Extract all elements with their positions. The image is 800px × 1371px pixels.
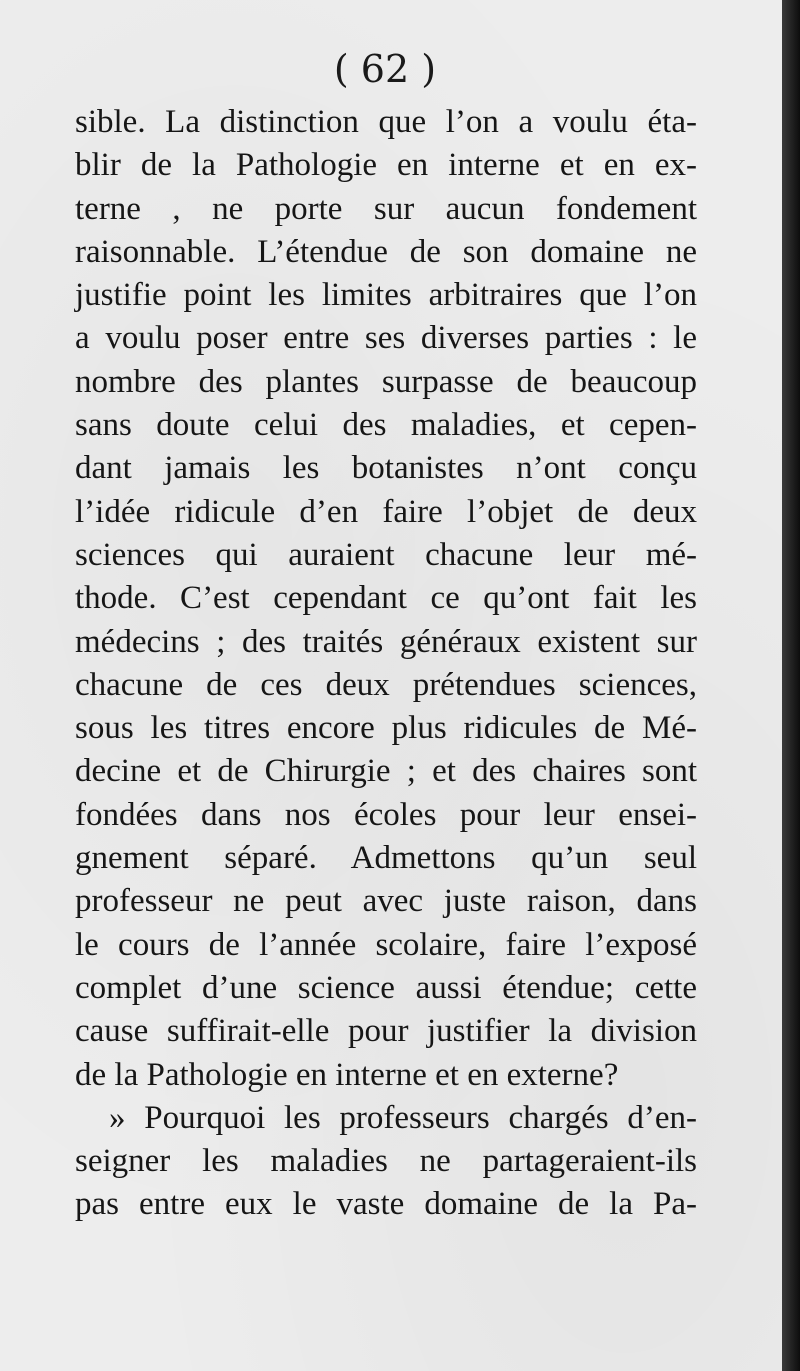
text-line: raisonnable. L’étendue de son domaine ne — [75, 233, 697, 270]
text-line: nombre des plantes surpasse de beaucoup — [75, 363, 697, 400]
text-line: l’idée ridicule d’en faire l’objet de deux — [75, 493, 697, 530]
text-line: dant jamais les botanistes n’ont conçu — [75, 450, 697, 487]
book-gutter-shadow — [782, 0, 800, 1371]
text-line: pas entre eux le vaste domaine de la Pa- — [75, 1186, 697, 1223]
text-line: sous les titres encore plus ridicules de Mé- — [75, 710, 697, 747]
body-text — [75, 101, 697, 1227]
text-line: fondées dans nos écoles pour leur ensei- — [75, 796, 697, 833]
text-line: sciences qui auraient chacune leur mé- — [75, 536, 697, 573]
text-line: a voulu poser entre ses diverses parties : le — [75, 320, 697, 357]
text-line: seigner les maladies ne partageraient-ils — [75, 1143, 697, 1180]
text-line: » Pourquoi les professeurs chargés d’en- — [109, 1099, 697, 1136]
text-line: thode. C’est cependant ce qu’ont fait les — [75, 580, 697, 617]
text-line: sans doute celui des maladies, et cepen- — [75, 407, 697, 444]
text-line: cause suffirait-elle pour justifier la division — [75, 1013, 697, 1050]
text-line: sible. La distinction que l’on a voulu éta- — [75, 104, 697, 140]
text-line: justifie point les limites arbitraires que l’on — [75, 277, 697, 314]
text-line: complet d’une science aussi étendue; cette — [75, 969, 697, 1006]
page-number: ( 62 ) — [333, 47, 437, 91]
text-line: professeur ne peut avec juste raison, dans — [75, 883, 697, 920]
text-line: blir de la Pathologie en interne et en ex- — [75, 147, 697, 184]
text-line: gnement séparé. Admettons qu’un seul — [75, 840, 697, 877]
text-line: decine et de Chirurgie ; et des chaires sont — [75, 753, 697, 790]
text-line: le cours de l’année scolaire, faire l’exposé — [75, 926, 697, 963]
text-line: chacune de ces deux prétendues sciences, — [75, 666, 697, 703]
text-line: de la Pathologie en interne et en externe? — [75, 1056, 619, 1093]
text-line: médecins ; des traités généraux existent sur — [75, 623, 697, 660]
text-line: terne , ne porte sur aucun fondement — [75, 190, 697, 227]
